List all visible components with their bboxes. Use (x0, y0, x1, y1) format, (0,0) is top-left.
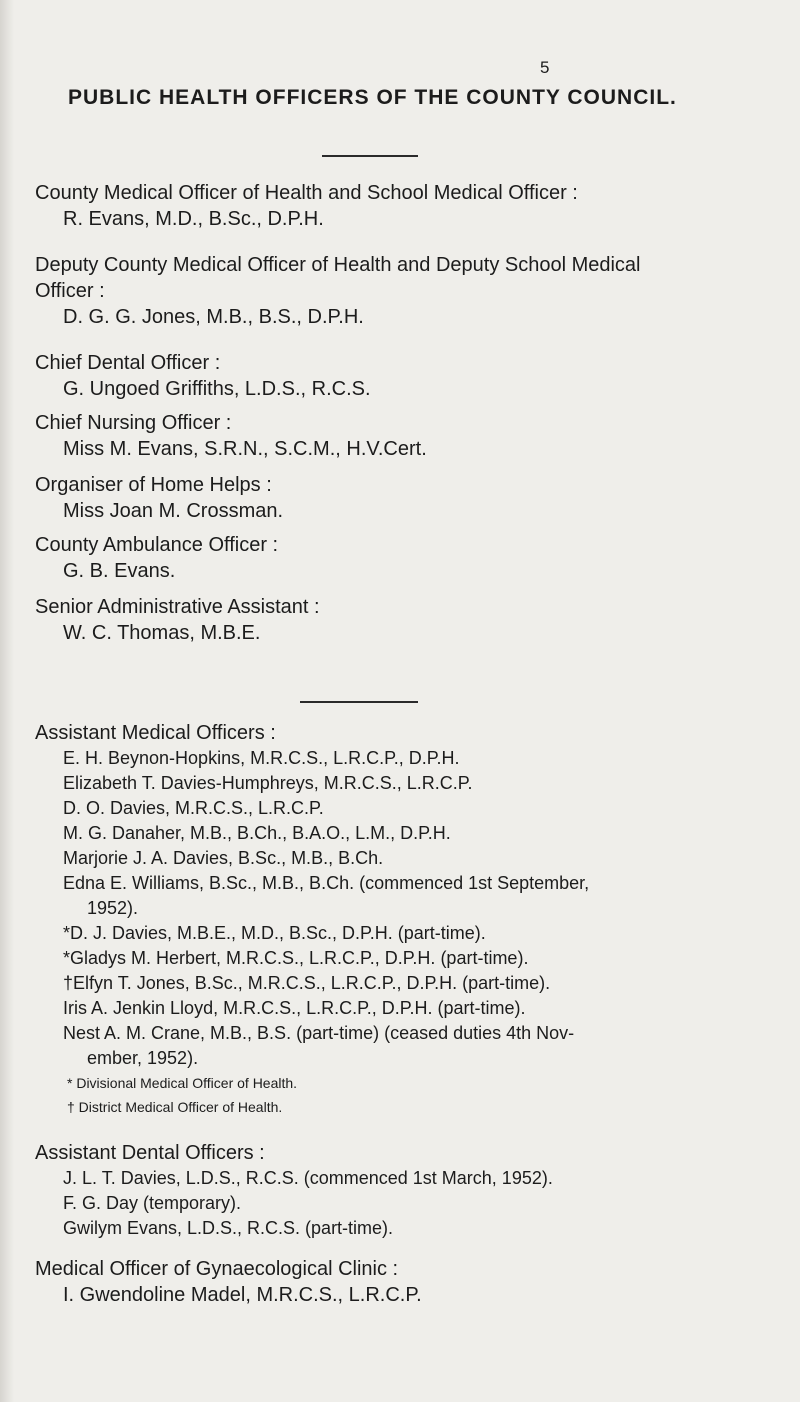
officer-title-continued: Officer : (35, 280, 105, 302)
list-item-continued: 1952). (87, 898, 139, 918)
officer-title: County Medical Officer of Health and School Medical Officer : (35, 182, 578, 204)
list-item: Iris A. Jenkin Lloyd, M.R.C.S., L.R.C.P., D.P.H. (part-time). (63, 998, 526, 1018)
gynaecological-clinic-officer (35, 1256, 785, 1308)
officer-title: Chief Nursing Officer : (35, 412, 232, 434)
page-heading: PUBLIC HEALTH OFFICERS OF THE COUNTY COUNCIL. (68, 86, 677, 109)
list-item: D. O. Davies, M.R.C.S., L.R.C.P. (63, 798, 324, 818)
list-item: †Elfyn T. Jones, B.Sc., M.R.C.S., L.R.C.P., D.P.H. (part-time). (63, 973, 551, 993)
list-item: J. L. T. Davies, L.D.S., R.C.S. (commenced 1st March, 1952). (63, 1168, 553, 1188)
officer-entry-county-medical (35, 180, 785, 232)
officer-entry-home-helps (35, 472, 785, 524)
officer-title: Organiser of Home Helps : (35, 474, 272, 496)
footnote: † District Medical Officer of Health. (67, 1099, 283, 1115)
section-title: Assistant Medical Officers : (35, 722, 276, 744)
assistant-medical-officers (35, 720, 785, 1119)
officer-title: County Ambulance Officer : (35, 534, 279, 556)
list-item: *Gladys M. Herbert, M.R.C.S., L.R.C.P., D.P.H. (part-time). (63, 948, 529, 968)
officer-name: Miss Joan M. Crossman. (63, 500, 284, 522)
officer-name: W. C. Thomas, M.B.E. (63, 622, 261, 644)
page-number: 5 (540, 58, 550, 77)
officer-name: I. Gwendoline Madel, M.R.C.S., L.R.C.P. (63, 1284, 422, 1306)
list-item: E. H. Beynon-Hopkins, M.R.C.S., L.R.C.P., D.P.H. (63, 748, 460, 768)
list-item: F. G. Day (temporary). (63, 1193, 242, 1213)
officer-entry-chief-nursing (35, 410, 785, 462)
footnote: * Divisional Medical Officer of Health. (67, 1075, 298, 1091)
officer-name: R. Evans, M.D., B.Sc., D.P.H. (63, 208, 324, 230)
officer-name: D. G. G. Jones, M.B., B.S., D.P.H. (63, 306, 364, 328)
officer-entry-admin-assistant (35, 594, 785, 646)
officer-entry-ambulance (35, 532, 785, 584)
officer-entry-chief-dental (35, 350, 785, 402)
list-item: Elizabeth T. Davies-Humphreys, M.R.C.S., L.R.C.P. (63, 773, 473, 793)
officer-title: Senior Administrative Assistant : (35, 596, 320, 618)
officer-title: Deputy County Medical Officer of Health and Deputy School Medical (35, 254, 641, 276)
officer-name: Miss M. Evans, S.R.N., S.C.M., H.V.Cert. (63, 438, 427, 460)
list-item: *D. J. Davies, M.B.E., M.D., B.Sc., D.P.H. (part-time). (63, 923, 486, 943)
list-item: Gwilym Evans, L.D.S., R.C.S. (part-time). (63, 1218, 394, 1238)
section-title: Assistant Dental Officers : (35, 1142, 265, 1164)
page-edge-shadow (0, 0, 14, 1402)
assistant-dental-officers (35, 1140, 785, 1241)
list-item-continued: ember, 1952). (87, 1048, 199, 1068)
list-item: Nest A. M. Crane, M.B., B.S. (part-time) (ceased duties 4th Nov- (63, 1023, 575, 1043)
officer-name: G. Ungoed Griffiths, L.D.S., R.C.S. (63, 378, 371, 400)
officer-title: Chief Dental Officer : (35, 352, 221, 374)
list-item: Marjorie J. A. Davies, B.Sc., M.B., B.Ch. (63, 848, 384, 868)
section-title: Medical Officer of Gynaecological Clinic : (35, 1258, 399, 1280)
list-item: Edna E. Williams, B.Sc., M.B., B.Ch. (commenced 1st September, (63, 873, 590, 893)
divider-rule (300, 701, 418, 703)
list-item: M. G. Danaher, M.B., B.Ch., B.A.O., L.M., D.P.H. (63, 823, 451, 843)
officer-name: G. B. Evans. (63, 560, 176, 582)
divider-rule (322, 155, 418, 157)
officer-entry-deputy-medical (35, 252, 785, 330)
